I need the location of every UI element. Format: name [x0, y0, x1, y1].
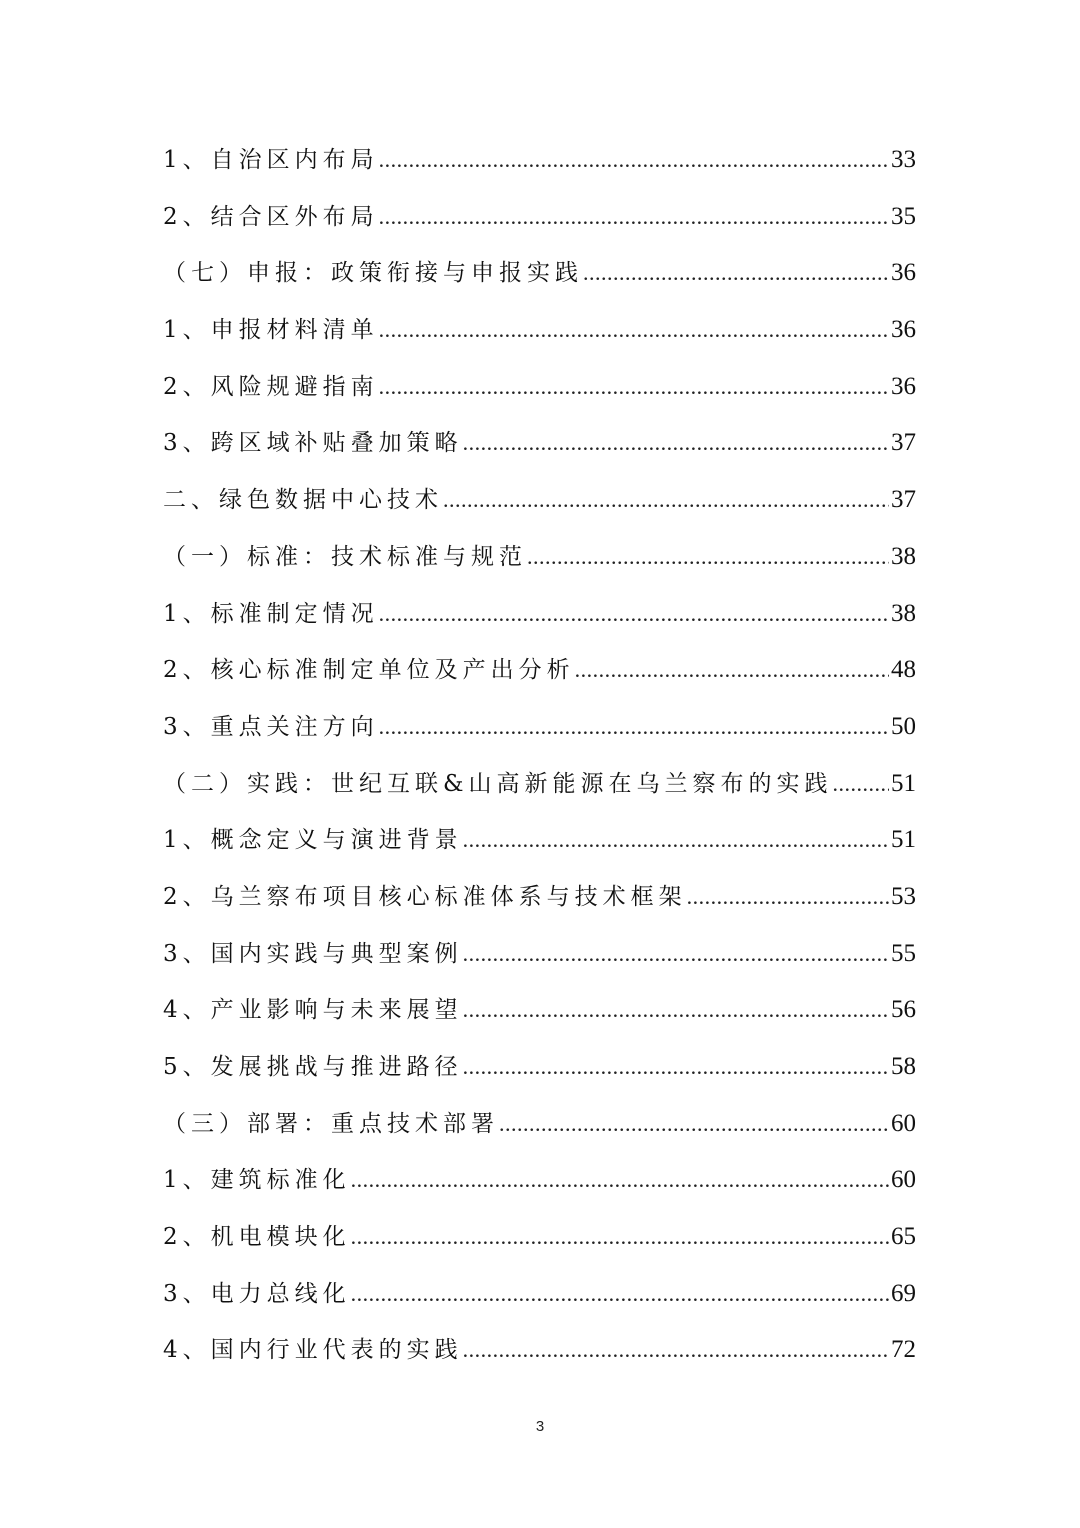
toc-entry-page: 69: [891, 1279, 916, 1307]
toc-entry[interactable]: [163, 1096, 916, 1153]
toc-entry-title: 2、乌兰察布项目核心标准体系与技术框架: [163, 883, 687, 910]
toc-dot-leader: [351, 1266, 889, 1323]
toc-entry-title: 3、重点关注方向: [163, 713, 379, 740]
toc-entry-title: 二、绿色数据中心技术: [163, 487, 443, 514]
toc-dot-leader: [463, 415, 889, 472]
toc-entry[interactable]: [163, 132, 916, 189]
toc-entry-page: 58: [891, 1053, 916, 1080]
toc-entry[interactable]: [163, 699, 916, 756]
toc-entry-page: 36: [891, 259, 916, 287]
toc-entry-page: 51: [891, 769, 916, 797]
toc-entry-page: 60: [891, 1166, 916, 1194]
toc-entry[interactable]: [163, 359, 916, 416]
toc-entry-page: 51: [891, 826, 916, 854]
toc-entry-page: 56: [891, 996, 916, 1024]
toc-entry-page: 50: [891, 712, 916, 740]
toc-dot-leader: [379, 699, 889, 756]
toc-dot-leader: [463, 982, 889, 1039]
toc-entry-title: 1、自治区内布局: [163, 147, 379, 173]
toc-entry-title: 1、申报材料清单: [163, 317, 379, 344]
toc-entry-page: 48: [891, 656, 916, 684]
toc-entry-page: 36: [891, 372, 916, 400]
toc-entry-title: （二）实践：世纪互联&山高新能源在乌兰察布的实践: [163, 770, 833, 797]
toc-entry-title: （三）部署：重点技术部署: [163, 1110, 499, 1137]
toc-entry[interactable]: [163, 529, 916, 586]
toc-dot-leader: [443, 472, 889, 529]
toc-entry-page: 55: [891, 939, 916, 967]
toc-entry-title: 5、发展挑战与推进路径: [163, 1054, 463, 1080]
toc-dot-leader: [463, 1322, 889, 1379]
toc-entry[interactable]: [163, 1322, 916, 1379]
toc-dot-leader: [583, 245, 889, 302]
toc-dot-leader: [499, 1096, 889, 1153]
toc-entry-page: 38: [891, 542, 916, 570]
toc-entry[interactable]: [163, 415, 916, 472]
toc-entry[interactable]: [163, 642, 916, 699]
toc-dot-leader: [379, 359, 889, 416]
toc-entry[interactable]: [163, 812, 916, 869]
toc-entry-page: 36: [891, 316, 916, 344]
toc-entry[interactable]: [163, 472, 916, 529]
toc-dot-leader: [351, 1152, 889, 1209]
toc-dot-leader: [687, 869, 889, 926]
toc-entry[interactable]: [163, 302, 916, 359]
toc-dot-leader: [379, 132, 889, 189]
toc-dot-leader: [463, 1039, 889, 1096]
toc-entry-title: 1、建筑标准化: [163, 1167, 351, 1194]
toc-entry-page: 60: [891, 1109, 916, 1137]
toc-entry[interactable]: [163, 586, 916, 643]
toc-entry-title: 2、机电模块化: [163, 1224, 351, 1251]
toc-dot-leader: [351, 1209, 889, 1266]
toc-entry-title: 2、核心标准制定单位及产出分析: [163, 657, 575, 684]
toc-entry-title: （七）申报：政策衔接与申报实践: [163, 260, 583, 287]
toc-entry-page: 33: [891, 146, 916, 173]
toc-entry[interactable]: [163, 756, 916, 813]
toc-entry-title: 2、风险规避指南: [163, 373, 379, 400]
toc-entry-page: 37: [891, 486, 916, 514]
toc-dot-leader: [463, 926, 889, 983]
toc-entry-title: 3、跨区域补贴叠加策略: [163, 430, 463, 457]
toc-entry[interactable]: [163, 1039, 916, 1096]
toc-entry[interactable]: [163, 982, 916, 1039]
toc-entry[interactable]: [163, 1209, 916, 1266]
toc-entry-page: 65: [891, 1223, 916, 1251]
toc-dot-leader: [527, 529, 889, 586]
toc-entry-title: 3、国内实践与典型案例: [163, 940, 463, 967]
toc-entry-title: 4、国内行业代表的实践: [163, 1337, 463, 1364]
toc-entry[interactable]: [163, 245, 916, 302]
toc-dot-leader: [379, 302, 889, 359]
toc-entry[interactable]: [163, 1152, 916, 1209]
toc-entry-title: （一）标准：技术标准与规范: [163, 543, 527, 570]
page-number: 3: [535, 1418, 545, 1435]
toc-entry-title: 1、标准制定情况: [163, 600, 379, 627]
toc-entry-page: 53: [891, 882, 916, 910]
toc-dot-leader: [463, 812, 889, 869]
toc-entry-title: 2、结合区外布局: [163, 203, 379, 230]
toc-entry[interactable]: [163, 1266, 916, 1323]
toc-dot-leader: [379, 189, 889, 246]
toc-entry-title: 4、产业影响与未来展望: [163, 997, 463, 1024]
toc-entry-title: 3、电力总线化: [163, 1280, 351, 1307]
toc-entry[interactable]: [163, 189, 916, 246]
toc-dot-leader: [379, 586, 889, 643]
toc-entry-title: 1、概念定义与演进背景: [163, 827, 463, 854]
toc-entry-page: 72: [891, 1336, 916, 1364]
table-of-contents: [163, 132, 916, 1379]
toc-dot-leader: [832, 756, 889, 813]
toc-entry[interactable]: [163, 926, 916, 983]
toc-entry-page: 38: [891, 599, 916, 627]
toc-entry-page: 35: [891, 202, 916, 230]
toc-dot-leader: [575, 642, 889, 699]
toc-entry-page: 37: [891, 429, 916, 457]
toc-entry[interactable]: [163, 869, 916, 926]
